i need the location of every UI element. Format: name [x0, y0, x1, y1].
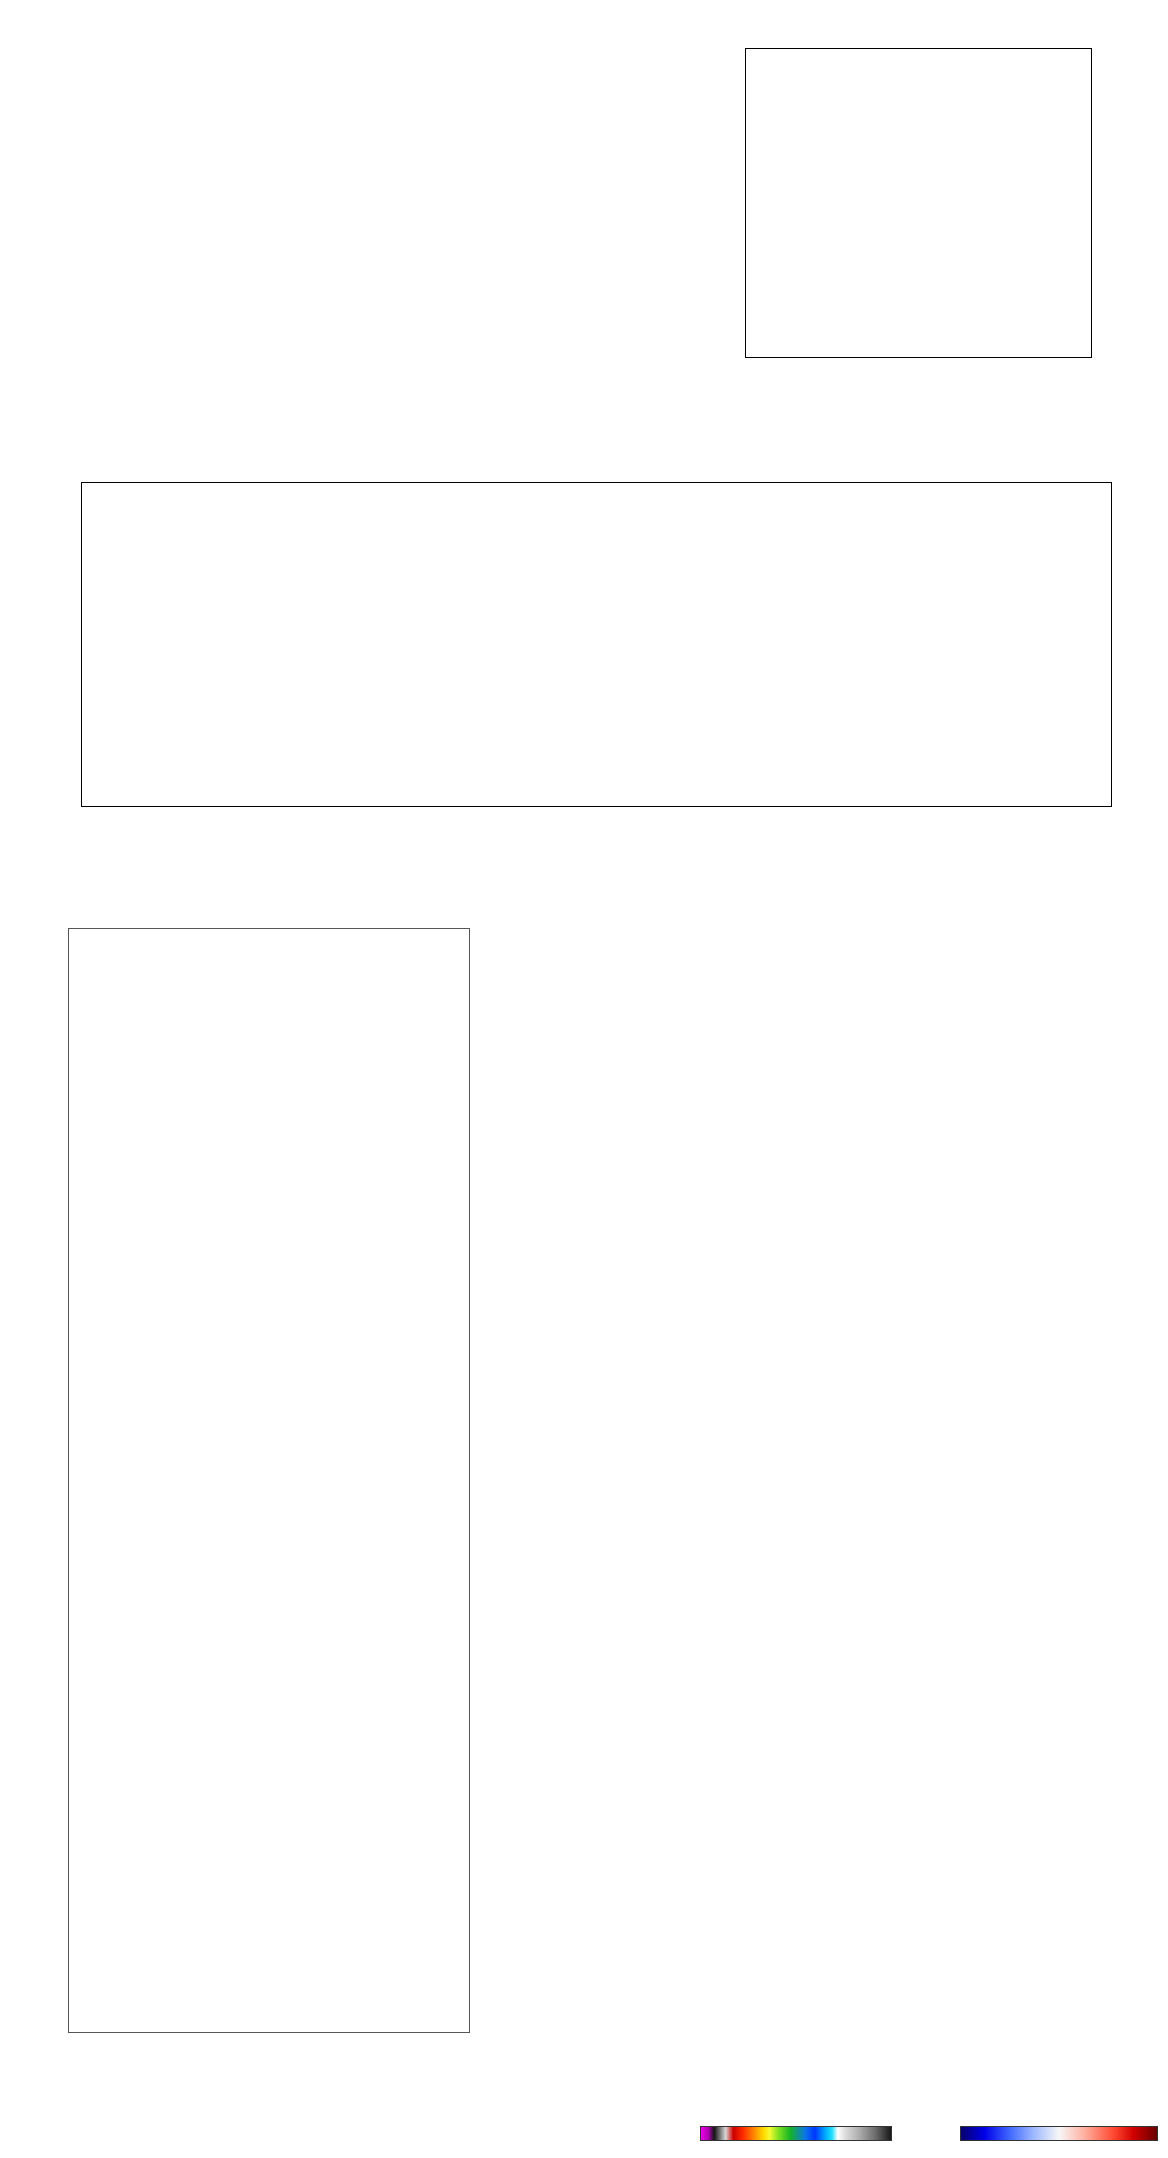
feature-value-colorbar [30, 2090, 472, 2106]
brightness-temp-colorbar [700, 2126, 892, 2141]
histogram-plot-area [745, 48, 1092, 358]
shap-timeseries-panel [0, 462, 1168, 897]
msw-histogram-panel [742, 28, 1168, 428]
shap-values-colorbar [960, 2126, 1158, 2141]
feature-plot-area [68, 928, 470, 2033]
ir-comparison-panel [648, 880, 1168, 2158]
feature-shap-panel [0, 900, 648, 2158]
timeseries-plot-area [81, 482, 1112, 807]
